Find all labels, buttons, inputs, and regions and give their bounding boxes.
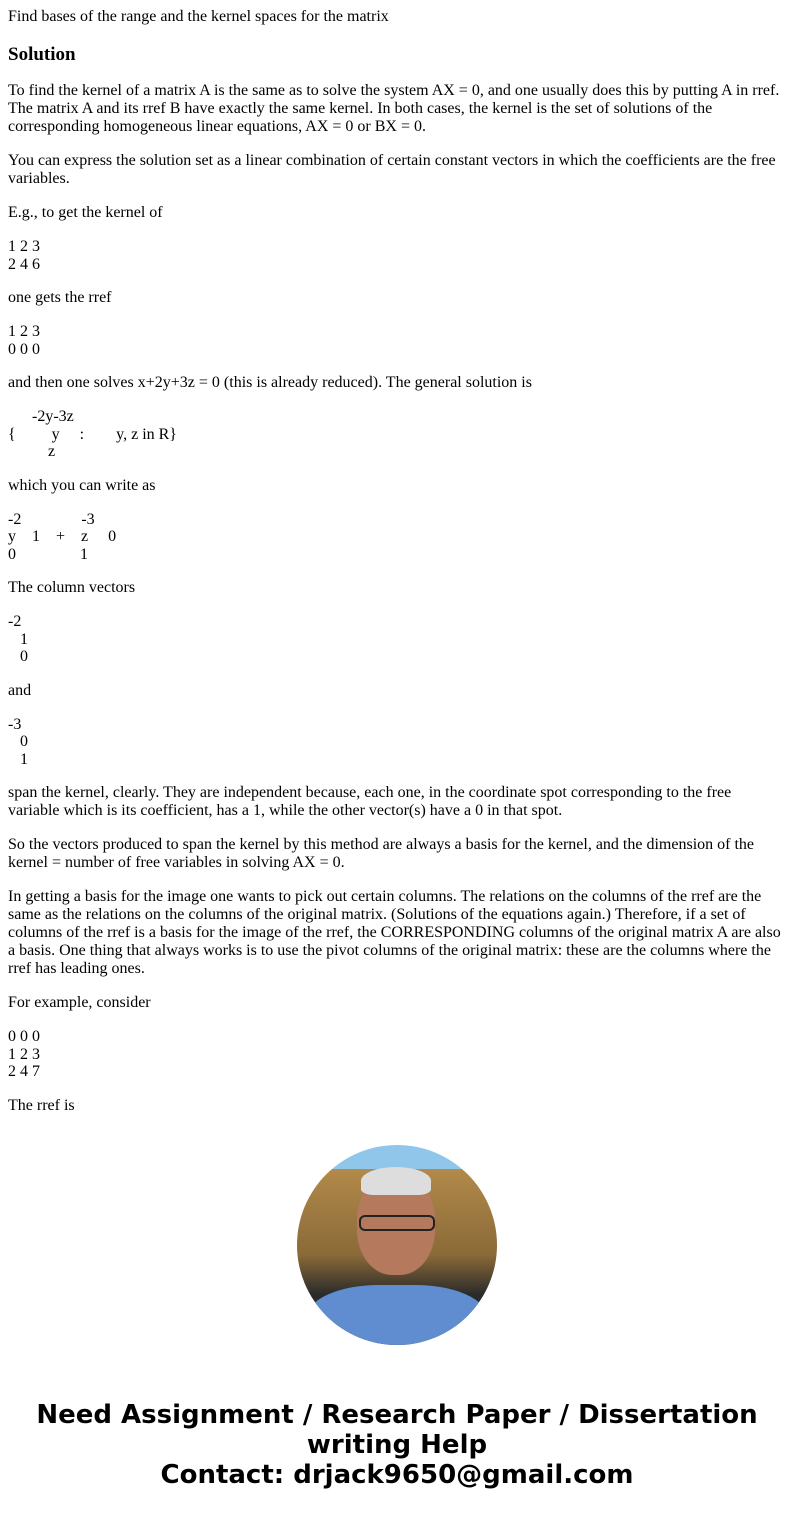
paragraph: For example, consider xyxy=(8,994,151,1011)
paragraph: and then one solves x+2y+3z = 0 (this is already reduced). The general solution is xyxy=(8,374,532,391)
paragraph: which you can write as xyxy=(8,476,156,494)
solution-heading: Solution xyxy=(8,44,76,65)
general-solution: -2y-3z { y : y, z in R} z xyxy=(8,408,177,460)
paragraph: and xyxy=(8,681,32,699)
vector: -2 1 0 xyxy=(8,613,28,665)
paragraph: The rref is xyxy=(8,1096,75,1114)
paragraph: span the kernel, clearly. They are independent because, each one, in the coordinate spot corresponding to the free variable which is its coefficient, has a 1, while the other vector(s) have a 0 in that spot. xyxy=(8,784,732,819)
footer-line-1: Need Assignment / Research Paper / Dissertation writing Help xyxy=(36,1399,758,1460)
paragraph: So the vectors produced to span the kernel by this method are always a basis for the kernel, and the dimension of the kernel = number of free variables in solving AX = 0. xyxy=(8,836,755,871)
paragraph: one gets the rref xyxy=(8,289,112,306)
question: Find bases of the range and the kernel spaces for the matrix xyxy=(8,8,389,25)
paragraph: To find the kernel of a matrix A is the same as to solve the system AX = 0, and one usually does this by putting A in rref. The matrix A and its rref B have exactly the same kernel. In both cases, the kernel is the set of solutions of the corresponding homogeneous linear equations, AX = 0 or BX = 0. xyxy=(8,82,780,135)
paragraph: The column vectors xyxy=(8,579,136,596)
matrix: 1 2 3 2 4 6 xyxy=(8,238,40,273)
paragraph: E.g., to get the kernel of xyxy=(8,204,163,221)
paragraph: In getting a basis for the image one wants to pick out certain columns. The relations on the columns of the rref are the same as the relations on the columns of the original matrix. (Solutions of the equations again.) Therefore, if a set of columns of the rref is a basis for the image of the rref, the CORRESPONDING columns of the original matrix A are also a basis. One thing that always works is to use the pivot columns of the original matrix: these are the columns where the rref has leading ones. xyxy=(8,888,781,977)
vector: -3 0 1 xyxy=(8,715,28,768)
footer-ad xyxy=(8,1400,786,1490)
matrix: 0 0 0 1 2 3 2 4 7 xyxy=(8,1028,40,1080)
author-photo xyxy=(297,1145,497,1345)
linear-combination: -2 -3 y 1 + z 0 0 1 xyxy=(8,510,117,563)
paragraph: You can express the solution set as a linear combination of certain constant vectors in which the coefficients are the free variables. xyxy=(8,152,776,187)
matrix: 1 2 3 0 0 0 xyxy=(8,323,40,358)
footer-contact: Contact: drjack9650@gmail.com xyxy=(160,1459,634,1490)
